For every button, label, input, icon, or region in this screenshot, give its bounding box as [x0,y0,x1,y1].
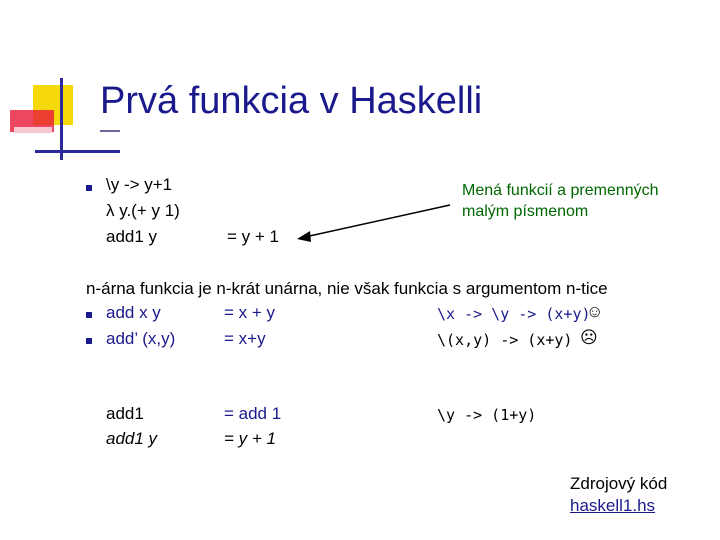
bullet-icon [86,338,92,344]
bullet-icon [86,312,92,318]
add1-application-rhs: = y + 1 [224,429,276,448]
lambda-line-2: λ y.(+ y 1) [106,201,180,220]
logo-pink-bar [14,127,52,133]
definition-rhs: = y + 1 [227,227,279,246]
arrow-line [305,205,450,237]
add1-lhs: add1 [106,404,144,423]
slide-title: Prvá funkcia v Haskelli [100,80,483,122]
naming-note-line-2: malým písmenom [462,203,589,220]
add-rhs: = x + y [224,303,276,322]
logo-vertical-line [60,78,63,160]
source-code-label: Zdrojový kód [570,474,668,493]
add1-lambda: \y -> (1+y) [437,406,537,424]
add-tuple-lambda: \(x,y) -> (x+y) [437,331,573,349]
arity-statement: n-árna funkcia je n-krát unárna, nie však funkcia s argumentom n-tice [86,279,608,298]
add-tuple-rhs: = x+y [224,329,266,348]
add-lambda: \x -> \y -> (x+y) [437,305,591,323]
lambda-line-1: \y -> y+1 [106,175,173,194]
bullet-icon [86,185,92,191]
add1-rhs: = add 1 [224,404,282,423]
source-code-link[interactable]: haskell1.hs [570,496,656,515]
frown-icon: ☹ [580,328,598,347]
definition-line: add1 y [106,227,158,246]
smiley-icon: ☺ [586,302,604,321]
add-tuple-lhs: add’ (x,y) [106,329,176,348]
add-lhs: add x y [106,303,161,322]
arrow-head-icon [297,231,311,242]
naming-note-line-1: Mená funkcií a premenných [462,182,659,199]
title-underline [100,130,120,132]
add1-application-lhs: add1 y [106,429,158,448]
logo-horizontal-line [35,150,120,153]
